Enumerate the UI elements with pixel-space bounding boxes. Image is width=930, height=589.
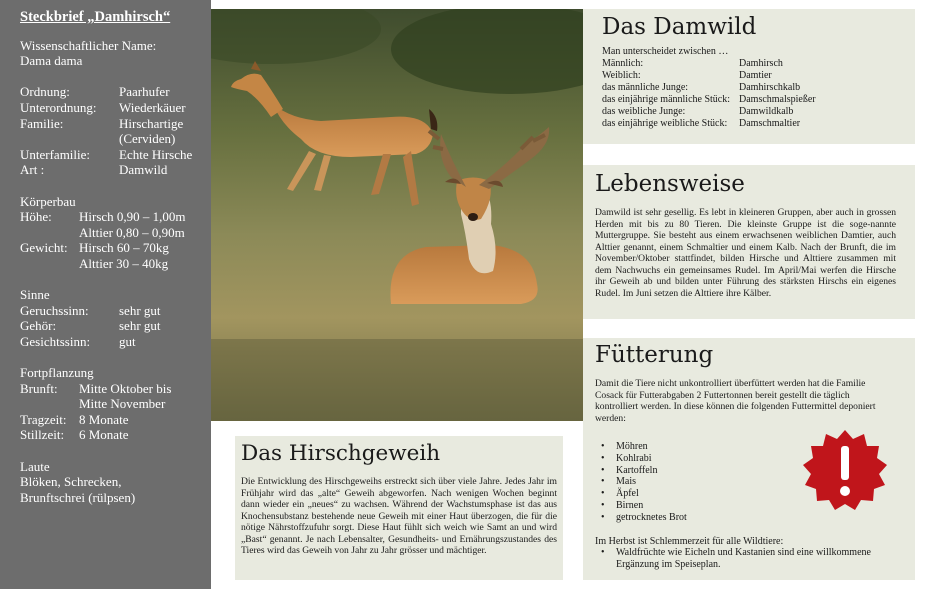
reproduction-list: Brunft: Mitte Oktober bis Mitte November Tragzeit: 8 Monate Stillzeit: 6 Monate xyxy=(20,380,172,443)
autumn-note xyxy=(595,536,905,571)
scientific-name-value: Dama dama xyxy=(20,53,83,69)
list-item: • Äpfel xyxy=(601,488,639,500)
sounds-heading: Laute xyxy=(20,458,50,474)
geweih-title: Das Hirschgeweih xyxy=(241,441,441,466)
fallow-deer-illustration xyxy=(211,9,583,421)
panel-lebensweise xyxy=(583,165,915,319)
reproduction-heading: Fortpflanzung xyxy=(20,365,94,381)
body-heading: Körperbau xyxy=(20,193,76,209)
lebensweise-title: Lebensweise xyxy=(595,171,745,197)
fallow-deer-photo xyxy=(211,9,583,421)
fuetterung-title: Fütterung xyxy=(595,342,714,368)
fact-sheet-sidebar xyxy=(0,0,211,589)
sidebar-title: Steckbrief „Damhirsch“ xyxy=(20,9,171,25)
list-item: das einjährige weibliche Stück: Damschmaltier xyxy=(602,118,801,129)
panel-damwild xyxy=(583,9,915,144)
list-item: • Birnen xyxy=(601,499,644,511)
damwild-title: Das Damwild xyxy=(602,14,757,40)
senses-list: Geruchssinn: sehr gut Gehör: sehr gut Gesichtssinn: gut xyxy=(20,302,161,349)
body-list: Höhe: Hirsch 0,90 – 1,00m Alttier 0,80 – 0,90m Gewicht: Hirsch 60 – 70kg Alttier 30 – 40kg xyxy=(20,209,186,271)
exclamation-badge-icon xyxy=(803,430,887,514)
damwild-intro: Man unterscheidet zwischen … xyxy=(602,46,729,57)
panel-hirschgeweih xyxy=(235,436,563,580)
geweih-text: Die Entwicklung des Hirschgeweihs erstreckt sich über viele Jahre. Jedes Jahr im Frühjahr wird das „alte“ Geweih abgeworfen. Nach wenigen Wochen beginnt dann wieder ein „neues“ zu wachsen. Während der Wachstumsphase ist das aus Knochensubstanz bestehende neue Geweih mit einer Haut überzogen, die für die nötige Nährstoffzufuhr sorgt. Diese Haut fühlt sich weich wie Samt an und wird „Bast“ genannt. Je nach Lebensalter, Gesundheits- und Ernährungszustandes des Tieres wird das Geweih von Jahr zu Jahr grösser und mächtiger. xyxy=(241,476,557,556)
fuetterung-text: Damit die Tiere nicht unkontrolliert überfüttert werden hat die Familie Cosack für Futterabgaben 2 Futtertonnen bereit gestellt die täglich kontrolliert werden. In diese können die folgenden Futtermittel deponiert werden: xyxy=(595,378,876,424)
list-item: • Kohlrabi xyxy=(601,452,652,464)
lebensweise-text: Damwild ist sehr gesellig. Es lebt in kleineren Gruppen, aber auch in grossen Herden mit bis zu 80 Tieren. Die kleinste Gruppe ist die soge-nannte Muttergruppe. Sie besteht aus einem erwachsenen weiblichen Damtier, auch Alttier genannt, einem Schmaltier und einem Kalb. Nach der Brunft, die im November/Oktober stattfindet, bilden Hirsche und Alttiere zusammen mit dem Nachwuchs ein gemeinsames Rudel. Im April/Mai werfen die Hirsche ihr Geweih ab und bilden unter Führung des stärksten Hirschs ein eigenes Rudel. Im Juni setzen die Alttiere ihre Kälber. xyxy=(595,207,896,299)
sounds-line-1: Blöken, Schrecken, xyxy=(20,474,122,490)
list-item: • Kartoffeln xyxy=(601,464,658,476)
list-item: • getrocknetes Brot xyxy=(601,511,687,523)
list-item: • Möhren xyxy=(601,441,648,452)
taxonomy-list: Ordnung: Paarhufer Unterordnung: Wiederkäuer Familie: Hirschartige (Cerviden) Unterfamilie: Echte Hirsche Art : Damwild xyxy=(20,84,193,178)
list-item: das weibliche Junge: Damwildkalb xyxy=(602,106,794,117)
autumn-intro: Im Herbst ist Schlemmerzeit für alle Wildtiere: xyxy=(595,535,784,547)
list-item: das einjährige männliche Stück: Damschmalspießer xyxy=(602,94,816,105)
list-item: • Waldfrüchte wie Eicheln und Kastanien sind eine willkommene Ergänzung im Speiseplan. xyxy=(601,547,871,571)
list-item: das männliche Junge: Damhirschkalb xyxy=(602,82,801,93)
panel-fuetterung xyxy=(583,338,915,580)
list-item: Männlich: Damhirsch xyxy=(602,58,783,69)
senses-heading: Sinne xyxy=(20,287,50,303)
list-item: Weiblich: Damtier xyxy=(602,70,772,81)
list-item: • Mais xyxy=(601,476,636,488)
scientific-name-label: Wissenschaftlicher Name: xyxy=(20,37,157,53)
sounds-line-2: Brunftschrei (rülpsen) xyxy=(20,489,136,505)
